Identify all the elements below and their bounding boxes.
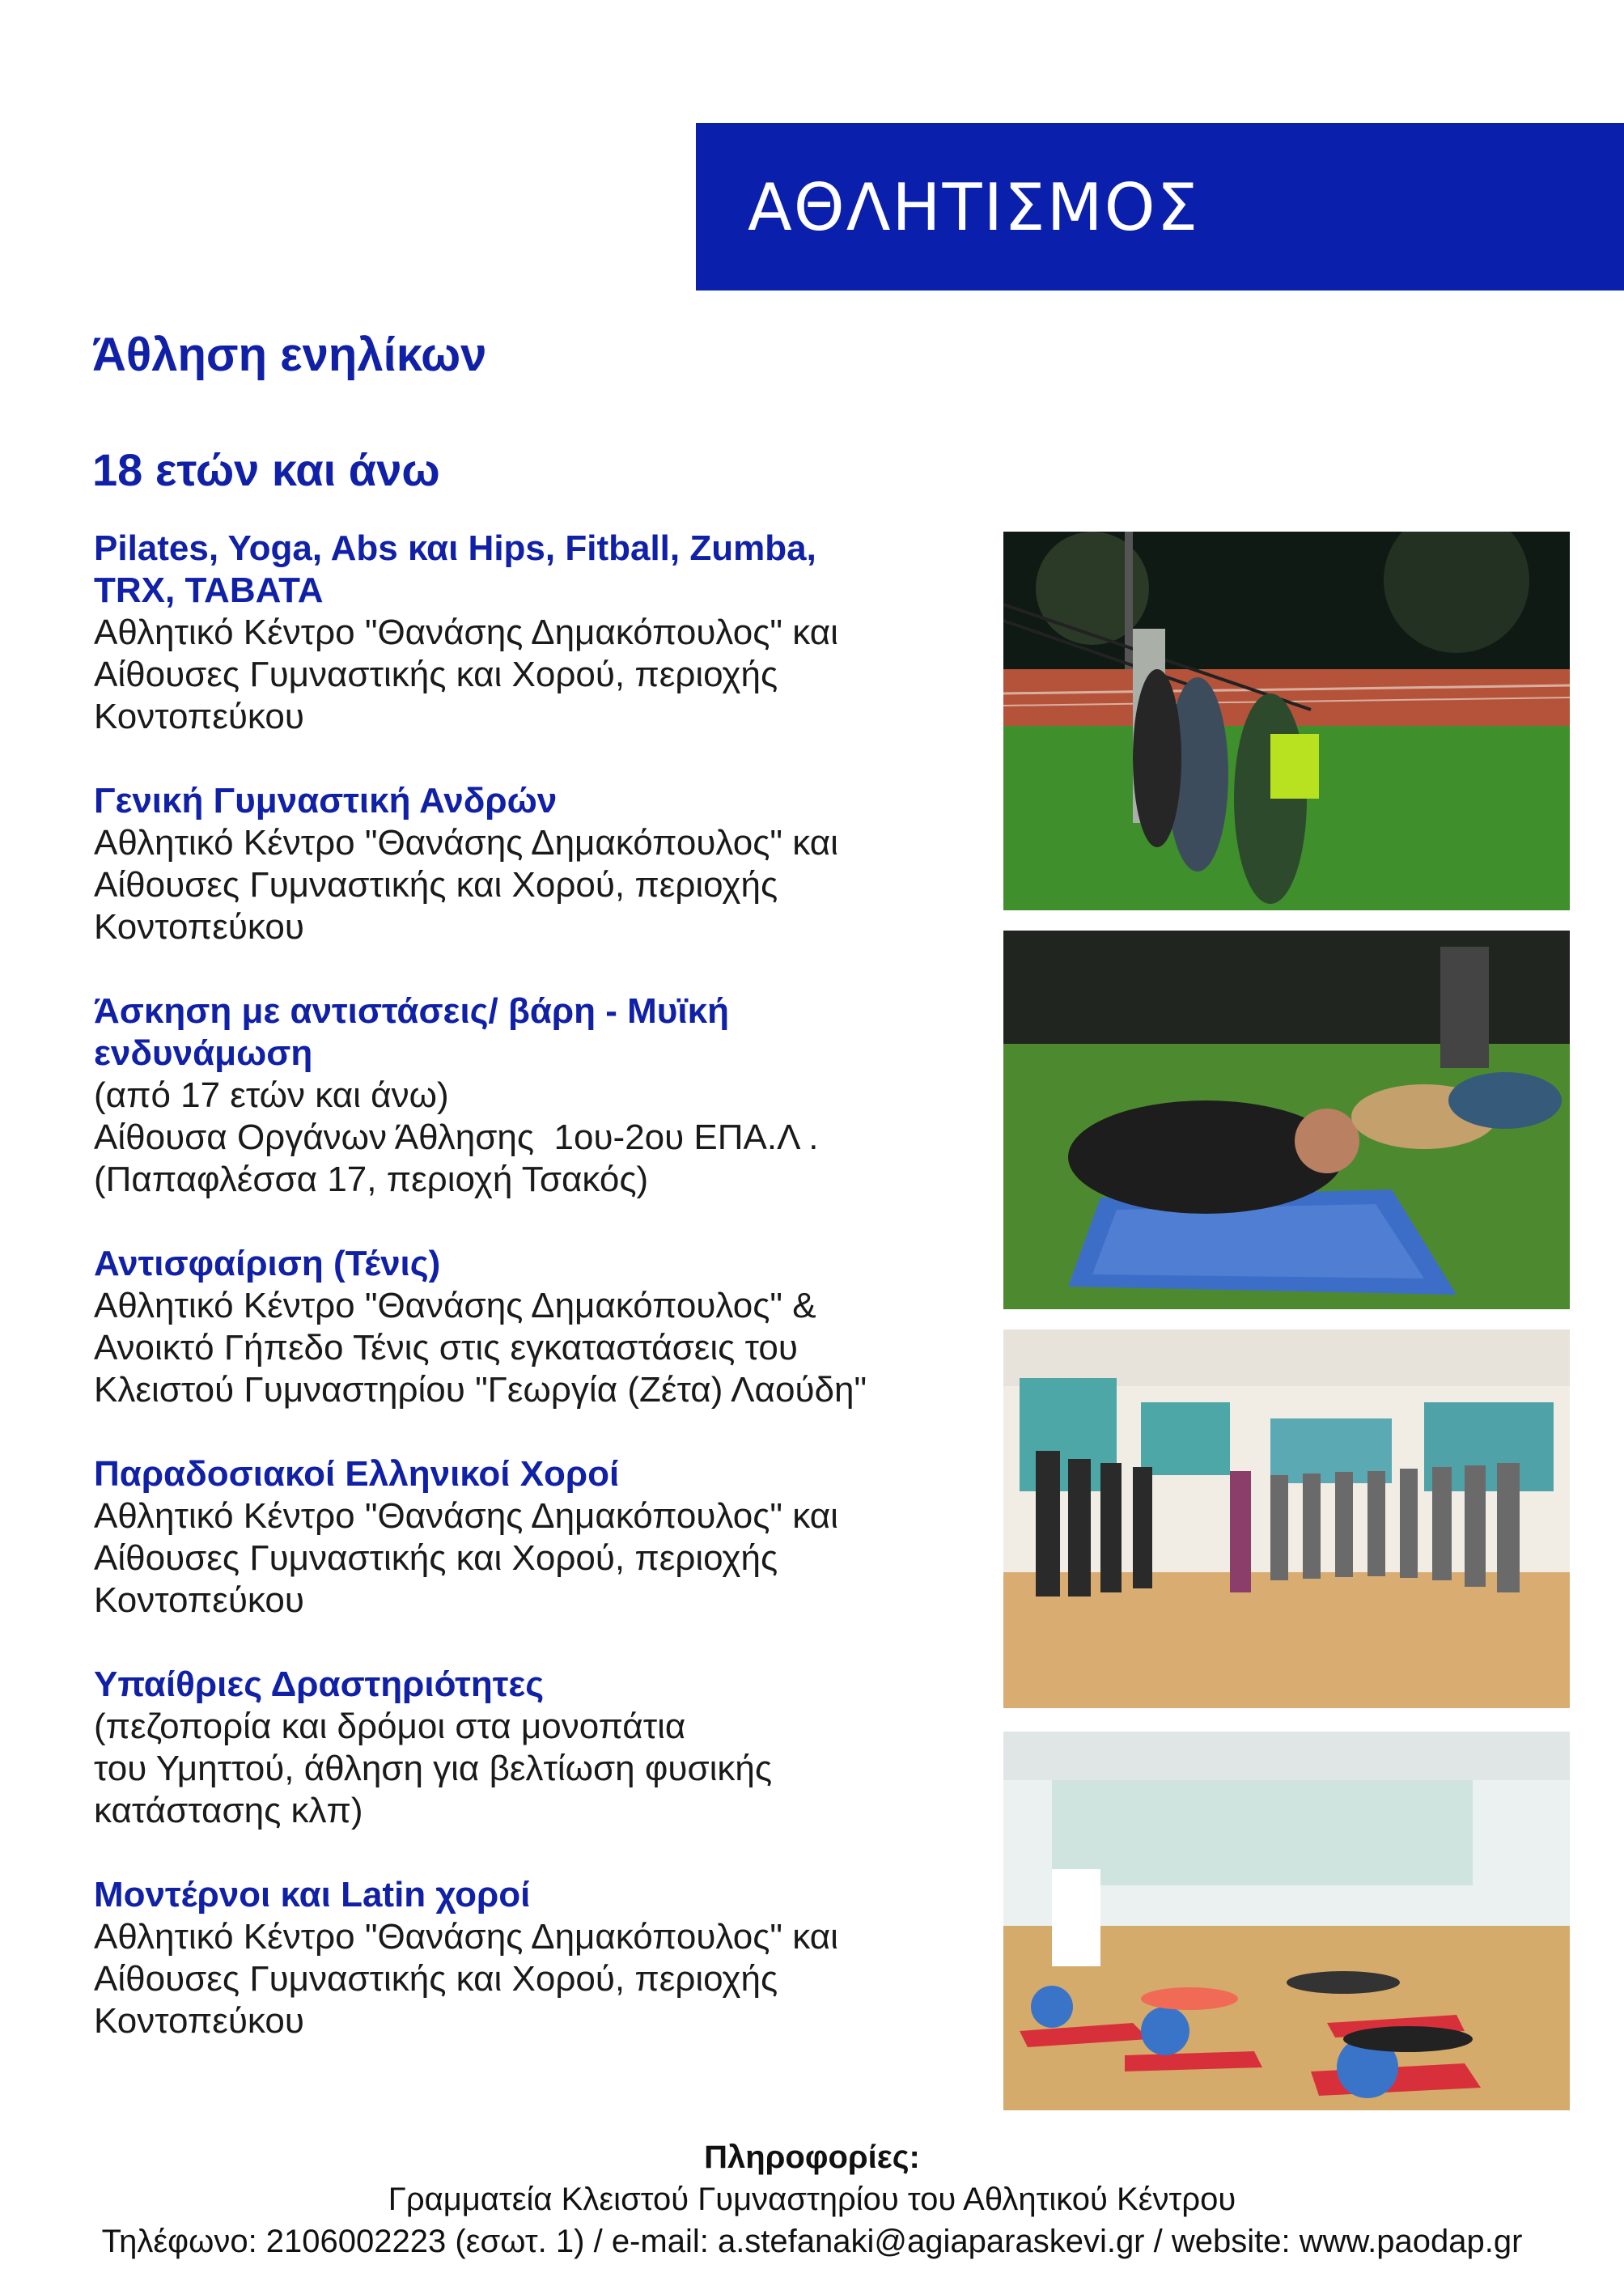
photo-fitball-class bbox=[1003, 1732, 1570, 2110]
activity-location: Αίθουσες Γυμναστικής και Χορού, περιοχής bbox=[94, 1538, 778, 1578]
activity-location: (από 17 ετών και άνω) bbox=[94, 1075, 449, 1115]
activity-title: Μοντέρνοι και Latin χοροί bbox=[94, 1875, 531, 1914]
activity-location: Ανοικτό Γήπεδο Τένις στις εγκαταστάσεις του bbox=[94, 1328, 798, 1367]
activity-title: ενδυνάμωση bbox=[94, 1033, 313, 1073]
activity-location: του Υμηττού, άθληση για βελτίωση φυσικής bbox=[94, 1749, 773, 1788]
activity-location: Αθλητικό Κέντρο "Θανάσης Δημακόπουλος" & bbox=[94, 1286, 816, 1325]
activity-tennis bbox=[94, 1243, 976, 1411]
activity-title: Υπαίθριες Δραστηριότητες bbox=[94, 1664, 545, 1704]
photo-resistance-training bbox=[1003, 931, 1570, 1309]
activity-location: Αθλητικό Κέντρο "Θανάσης Δημακόπουλος" και bbox=[94, 613, 838, 652]
activities-list bbox=[94, 528, 976, 2084]
footer bbox=[0, 2136, 1624, 2262]
photo-greek-dances bbox=[1003, 1329, 1570, 1708]
activity-title: Αντισφαίριση (Τένις) bbox=[94, 1244, 441, 1283]
activity-location: Αθλητικό Κέντρο "Θανάσης Δημακόπουλος" και bbox=[94, 823, 838, 863]
activity-location: Αίθουσες Γυμναστικής και Χορού, περιοχής bbox=[94, 865, 778, 905]
activity-location: (Παπαφλέσσα 17, περιοχή Τσακός) bbox=[94, 1160, 649, 1199]
activity-location: Αίθουσες Γυμναστικής και Χορού, περιοχής bbox=[94, 1959, 778, 1999]
activity-location: Κλειστού Γυμναστηρίου "Γεωργία (Ζέτα) Λαούδη" bbox=[94, 1370, 867, 1410]
activity-title: Pilates, Yoga, Abs και Hips, Fitball, Zumba, bbox=[94, 528, 816, 568]
footer-contact: Τηλέφωνο: 2106002223 (εσωτ. 1) / e-mail: a.stefanaki@agiaparaskevi.gr / website: www.paodap.gr bbox=[101, 2224, 1523, 2259]
activity-men-gymnastics bbox=[94, 780, 976, 948]
activity-location: Κοντοπεύκου bbox=[94, 1580, 304, 1620]
footer-heading: Πληροφορίες: bbox=[704, 2139, 920, 2175]
activity-location: κατάστασης κλπ) bbox=[94, 1791, 363, 1830]
page-heading: Άθληση ενηλίκων bbox=[92, 329, 487, 381]
activity-title: Παραδοσιακοί Ελληνικοί Χοροί bbox=[94, 1454, 620, 1494]
activity-modern-latin bbox=[94, 1874, 976, 2042]
photo-trx-outdoor bbox=[1003, 532, 1570, 910]
activity-location: Αίθουσες Γυμναστικής και Χορού, περιοχής bbox=[94, 655, 778, 694]
activity-location: Αίθουσα Οργάνων Άθλησης 1ου-2ου ΕΠΑ.Λ . bbox=[94, 1117, 819, 1157]
activity-resistance-training bbox=[94, 990, 976, 1201]
activity-location: Κοντοπεύκου bbox=[94, 907, 304, 947]
activity-location: Αθλητικό Κέντρο "Θανάσης Δημακόπουλος" και bbox=[94, 1917, 838, 1957]
activity-pilates-yoga bbox=[94, 528, 976, 738]
title-banner bbox=[696, 123, 1624, 290]
activity-title: Γενική Γυμναστική Ανδρών bbox=[94, 781, 558, 820]
activity-title: TRX, TABATA bbox=[94, 570, 324, 610]
activity-location: Αθλητικό Κέντρο "Θανάσης Δημακόπουλος" και bbox=[94, 1496, 838, 1536]
age-subheading: 18 ετών και άνω bbox=[92, 444, 440, 495]
activity-title: Άσκηση με αντιστάσεις/ βάρη - Μυϊκή bbox=[94, 991, 729, 1031]
banner-title: ΑΘΛΗΤΙΣΜΟΣ bbox=[748, 170, 1200, 245]
activity-outdoor bbox=[94, 1664, 976, 1832]
activity-location: Κοντοπεύκου bbox=[94, 2001, 304, 2041]
activity-greek-dances bbox=[94, 1453, 976, 1622]
activity-location: Κοντοπεύκου bbox=[94, 697, 304, 736]
activity-location: (πεζοπορία και δρόμοι στα μονοπάτια bbox=[94, 1707, 686, 1746]
footer-office: Γραμματεία Κλειστού Γυμναστηρίου του Αθλητικού Κέντρου bbox=[388, 2182, 1236, 2217]
